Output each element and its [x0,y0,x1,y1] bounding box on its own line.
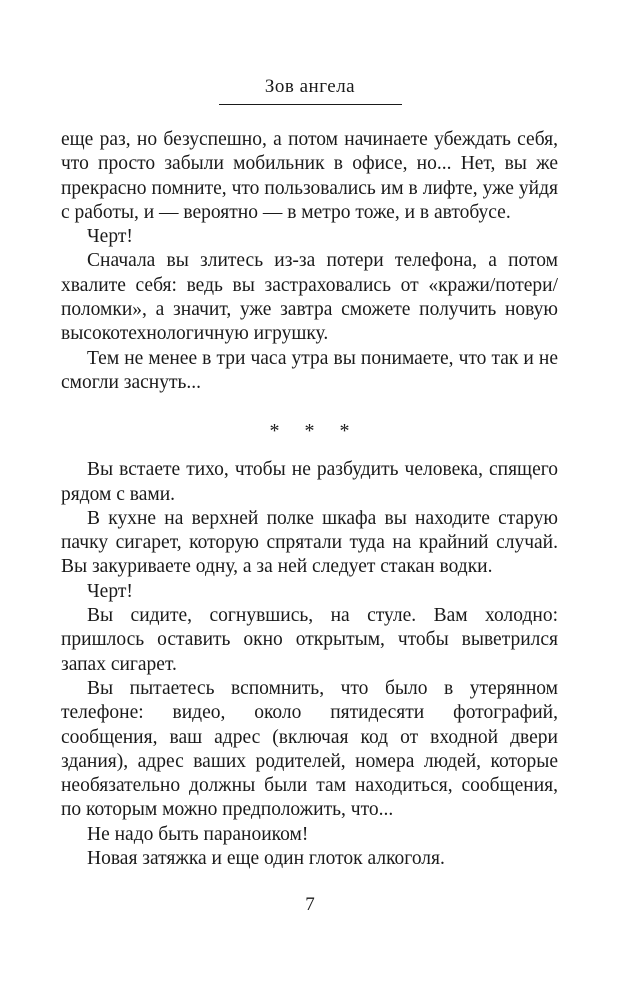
header-rule [219,104,402,105]
paragraph: Тем не менее в три часа утра вы понимаете, что так и не смогли заснуть... [61,347,558,393]
section-break: * * * [269,420,360,443]
paragraph: еще раз, но безуспешно, а потом начинаете убеждать себя, что просто забыли мобильник в офисе, но... Нет, вы же прекрасно помните, что пользовались им в лифте, уже уйдя с работы, и — вероятно — в метро тоже, и в автобусе. [61,129,558,223]
body-text [61,128,558,871]
paragraph: Новая затяжка и еще один глоток алкоголя. [87,848,445,870]
running-title: Зов ангела [264,76,356,97]
paragraph: Не надо быть параноиком! [87,823,309,845]
paragraph: Черт! [87,226,133,248]
page-number: 7 [305,894,315,915]
paragraph: Сначала вы злитесь из-за потери телефона, а потом хвалите себя: ведь вы застраховались от «кражи/потери/поломки», а значит, уже завтра сможете получить новую высокотехнологичную игрушку. [61,250,558,345]
paragraph: Черт! [87,580,133,602]
paragraph: В кухне на верхней полке шкафа вы находите старую пачку сигарет, которую спрятали туда на крайний случай. Вы закуриваете одну, а за ней следует стакан водки. [61,507,558,578]
paragraph: Вы встаете тихо, чтобы не разбудить человека, спящего рядом с вами. [61,459,558,505]
paragraph: Вы пытаетесь вспомнить, что было в утерянном телефоне: видео, около пятидесяти фотографий, сообщения, ваш адрес (включая код от входной двери здания), адрес ваших родителей, номера людей, которые необязательно должны были там находиться, сообщения, по которым можно предположить, что... [61,677,558,821]
paragraph: Вы сидите, согнувшись, на стуле. Вам холодно: пришлось оставить окно открытым, чтобы выветрился запах сигарет. [61,605,558,675]
